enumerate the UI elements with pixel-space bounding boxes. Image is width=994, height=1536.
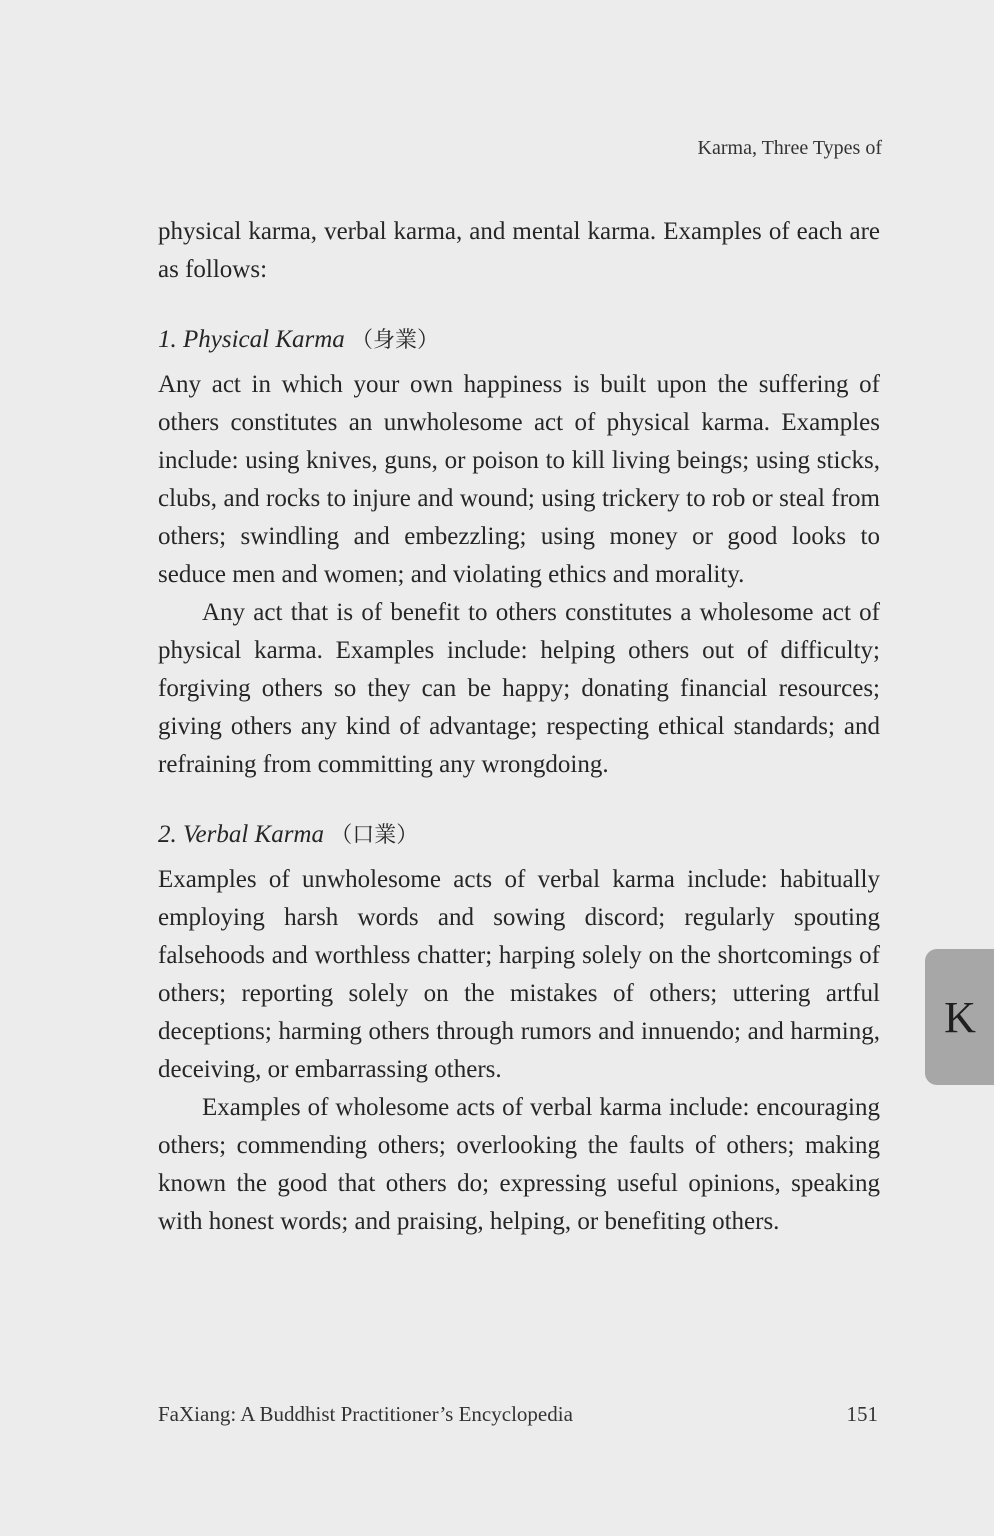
running-head: Karma, Three Types of <box>697 137 882 159</box>
footer-book-title: FaXiang: A Buddhist Practitioner’s Encyclopedia <box>158 1402 573 1426</box>
thumb-index-tab <box>925 949 994 1085</box>
paragraph: Examples of wholesome acts of verbal karma include: encouraging others; commending others; overlooking the faults of others; making known the good that others do; expressing useful opinions, speaking with honest words; and praising, helping, or benefiting others. <box>158 1094 880 1235</box>
page-body <box>158 213 880 1241</box>
section-cjk: （身業） <box>351 328 440 353</box>
page-number: 151 <box>846 1402 878 1426</box>
section-title: 1. Physical Karma <box>158 326 345 353</box>
section-heading-verbal-karma <box>158 816 880 855</box>
section-heading-physical-karma <box>158 321 880 360</box>
paragraph: Any act in which your own happiness is built upon the suffering of others constitutes an unwholesome act of physical karma. Examples include: using knives, guns, or poison to kill living beings; using sticks, clubs, and rocks to injure and wound; using trickery to rob or steal from others; swindling and embezzling; using money or good looks to seduce men and women; and violating ethics and morality. <box>158 371 880 588</box>
intro-paragraph: physical karma, verbal karma, and mental karma. Examples of each are as follows: <box>158 218 880 283</box>
section-cjk: （口業） <box>330 823 419 848</box>
paragraph: Any act that is of benefit to others constitutes a wholesome act of physical karma. Examples include: helping others out of difficulty; forgiving others so they can be happy; donating financial resources; giving others any kind of advantage; respecting ethical standards; and refraining from committing any wrongdoing. <box>158 599 880 778</box>
thumb-tab-letter: K <box>944 992 976 1042</box>
section-title: 2. Verbal Karma <box>158 821 324 848</box>
paragraph: Examples of unwholesome acts of verbal karma include: habitually employing harsh words and sowing discord; regularly spouting falsehoods and worthless chatter; harping solely on the shortcomings of others; reporting solely on the mistakes of others; uttering artful deceptions; harming others through rumors and innuendo; and harming, deceiving, or embarrassing others. <box>158 866 880 1083</box>
